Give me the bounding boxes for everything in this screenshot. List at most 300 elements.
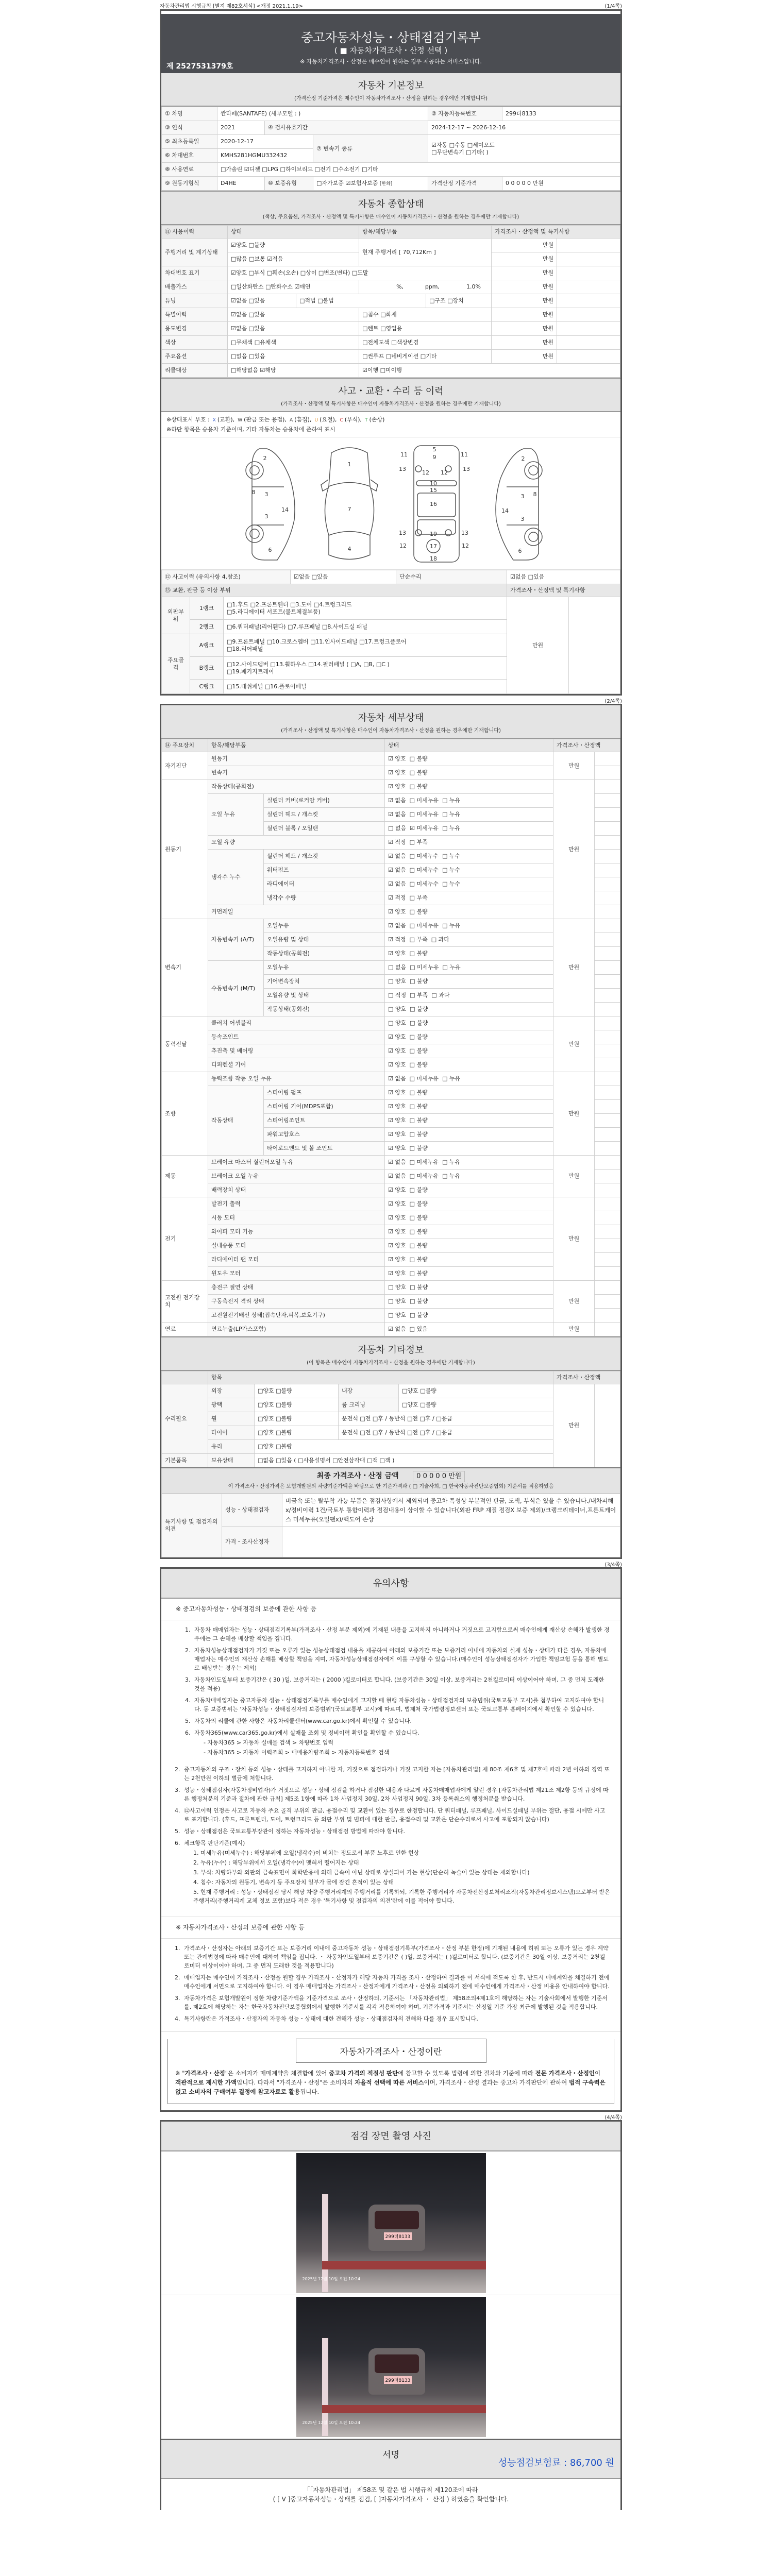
note-text: 자동차365(www.car365.go.kr)에서 실매물 조회 및 정비이력 확인을 확인할 수 있습니다. bbox=[194, 1730, 419, 1736]
note-item bbox=[185, 1696, 610, 1714]
part-number-label: 15 bbox=[430, 487, 437, 494]
note-subitem: - 자동차365 > 자동차 실매물 검색 > 차량번호 입력 bbox=[204, 1739, 334, 1746]
legend-prefix: ※상태표시 부호 : bbox=[166, 416, 210, 423]
item-name: 라디에이터 팬 모터 bbox=[208, 1253, 385, 1267]
note-cell bbox=[595, 1211, 620, 1225]
item-label: 룸 크리닝 bbox=[339, 1398, 399, 1412]
column-header bbox=[162, 1371, 208, 1384]
section-note: (가격산정 기준가격은 매수인이 자동차가격조사・산정을 원하는 경우에만 기재합니다) bbox=[294, 96, 488, 101]
form-reference: 자동차관리법 시행규칙 [별지 제82호서식] <개정 2021.1.19> bbox=[160, 4, 303, 9]
detail-row bbox=[162, 1267, 620, 1281]
state: ☑ 양호 □ 불량 bbox=[385, 1211, 553, 1225]
part-number-label: 10 bbox=[430, 480, 437, 487]
price-unit: 만원 bbox=[553, 1384, 595, 1468]
box-text-segment: 이 bbox=[594, 2070, 601, 2077]
page-1-2 bbox=[160, 9, 622, 696]
part-number-label: 12 bbox=[462, 543, 469, 549]
symbol-code: T bbox=[365, 418, 368, 423]
item: □침수 □화재 bbox=[359, 308, 492, 322]
accident-table bbox=[161, 570, 620, 694]
symbol-code: W bbox=[238, 418, 243, 423]
wheel-hub bbox=[250, 466, 259, 475]
part-number-label: 1 bbox=[347, 461, 351, 468]
part-number-label: 7 bbox=[347, 506, 351, 513]
state: □구조 □장치 bbox=[426, 294, 492, 308]
detail-row bbox=[162, 1239, 620, 1253]
box-title: 자동차가격조사・산정이란 bbox=[296, 2039, 486, 2063]
note-text: 자동차의 리콜에 관한 사항은 자동차리콜센터(www.car.go.kr)에서 확인할 수 있습니다. bbox=[194, 1718, 412, 1724]
rank-row bbox=[162, 597, 620, 620]
part-number-label: 8 bbox=[533, 491, 537, 498]
note-cell bbox=[595, 989, 620, 1003]
confirmation-statement bbox=[161, 2479, 620, 2510]
state: □무채색 □유채색 bbox=[228, 336, 359, 350]
part-number-label: 3 bbox=[520, 493, 525, 500]
state: □양호 □불량 bbox=[399, 1398, 553, 1412]
note-cell bbox=[595, 1058, 620, 1072]
row-label: 특기사항 및 점검자의 의견 bbox=[162, 1494, 222, 1557]
note-subitem: 3. 부식: 차량하부와 외판의 금속표면이 화학반응에 의해 금속이 아닌 상태로 상실되어 가는 현상(단순히 녹슬어 있는 상태는 제외합니다) bbox=[193, 1869, 530, 1876]
row-label: 용도변경 bbox=[162, 322, 228, 336]
item-name: 발전기 출력 bbox=[208, 1197, 385, 1211]
state: ☑ 양호 □ 불량 bbox=[385, 1267, 553, 1281]
symbol-desc: (교환), bbox=[217, 416, 235, 423]
emphasis-text: 객관적으로 제시한 가액 bbox=[175, 2079, 237, 2086]
detail-row bbox=[162, 794, 620, 808]
note-number: 2. bbox=[175, 1974, 180, 1981]
state: ☑ 없음 □ 미세누유 □ 누유 bbox=[385, 794, 553, 808]
item-name: 냉각수 누수 bbox=[208, 850, 264, 905]
parts-line: □18.리어패널 bbox=[227, 645, 263, 652]
note-cell bbox=[595, 1225, 620, 1239]
label: ③ 연식 bbox=[162, 121, 217, 135]
part-number-label: 2 bbox=[263, 455, 267, 462]
item-label: 유리 bbox=[208, 1440, 255, 1454]
device-group: 자기진단 bbox=[162, 752, 208, 780]
box-text-segment: 됩니다. bbox=[300, 2088, 320, 2095]
note-text: ⑫사고이력 인정은 사고로 자동차 주요 골격 부위의 판금, 용접수리 및 교환이 있는 경우로 한정합니다. 단 쿼터패널, 루프패널, 사이드실패널 부위는 절단, 용접 시에만 사고로 표기합니다. (후드, 프론트펜더, 도어, 트렁크리드 등 외판 부위 및 범퍼에 대한 판금, 용접수리 및 교환은 단순수리로서 사고에 포함되지 않습니다) bbox=[184, 1807, 606, 1823]
vin: KMHS281HGMU332432 bbox=[217, 149, 313, 163]
row-label: 단순수리 bbox=[396, 570, 507, 584]
note-cell bbox=[557, 336, 620, 350]
note-cell bbox=[595, 1114, 620, 1128]
part-name: 스티어링조인트 bbox=[264, 1114, 385, 1128]
emphasis-text: 전문 가격조사・산정인 bbox=[535, 2070, 595, 2077]
parts-line: □9.프론트패널 □10.크로스멤버 □11.인사이드패널 □17.트렁크플로어 bbox=[227, 638, 407, 645]
item-label: 타이어 bbox=[208, 1426, 255, 1440]
section-note: (가격조사・산정액 및 특기사항은 매수인이 자동차가격조사・산정을 원하는 경우에만 기재합니다) bbox=[281, 728, 501, 734]
state: ☑ 양호 □ 불량 bbox=[385, 1239, 553, 1253]
box-text bbox=[175, 2069, 607, 2096]
inspection-photo-row bbox=[161, 2295, 620, 2439]
appraiser-opinion bbox=[282, 1527, 620, 1557]
note-text: 성능・상태점검자(자동차정비업자)가 거짓으로 성능・상태 점검을 하거나 점검한 내용과 다르게 자동차매매업자에게 알린 경우 [자동차관리법 제21조 제2항 등의 규정에 따른 행정처분의 기준과 절차에 관한 규칙] 제5조 1항에 따라 1차 사업정지 30일, 2차 사업정지 90일, 3차 등록취소의 행정처분을 받습니다. bbox=[184, 1787, 609, 1802]
detail-row bbox=[162, 850, 620, 863]
note-number: 1. bbox=[175, 1945, 180, 1952]
state: □양호 □불량 bbox=[255, 1398, 339, 1412]
part-number-label: 13 bbox=[463, 466, 470, 472]
wheel-house-shape bbox=[415, 530, 422, 536]
symbol-desc: (판금 또는 용접), bbox=[244, 416, 287, 423]
state: ☑ 적정 □ 부족 □ 과다 bbox=[385, 933, 553, 947]
note-cell bbox=[595, 933, 620, 947]
state: ☑ 양호 □ 불량 bbox=[385, 1030, 553, 1044]
model-year: 2021 bbox=[217, 121, 265, 135]
symbol-code: U bbox=[314, 418, 318, 423]
item-label: 가격・조사산정자 bbox=[222, 1527, 282, 1557]
price-unit: 만원 bbox=[492, 336, 557, 350]
state: ☑ 없음 □ 미세누수 □ 누수 bbox=[385, 877, 553, 891]
price-unit: 만원 bbox=[492, 350, 557, 364]
photo-license-plate: 299더8133 bbox=[384, 2232, 412, 2240]
part-name: 스티어링 기어(MDPS포함) bbox=[264, 1100, 385, 1114]
parts-line: □6.쿼터패널(리어휀다) □7.루프패널 □8.사이드실 패널 bbox=[227, 623, 368, 630]
note-cell bbox=[595, 961, 620, 975]
photo-page bbox=[160, 2120, 622, 2510]
column-header: ⑪ 사용이력 bbox=[162, 226, 228, 239]
page-3 bbox=[160, 704, 622, 1559]
detail-status-table bbox=[161, 739, 620, 1336]
note-cell bbox=[595, 1197, 620, 1211]
detail-row bbox=[162, 752, 620, 766]
note-cell bbox=[595, 1309, 620, 1323]
state: □ 없음 □ 미세누유 □ 누유 bbox=[385, 961, 553, 975]
state: ☑ 양호 □ 불량 bbox=[385, 1058, 553, 1072]
state: ☑양호 □부식 □훼손(오손) □상이 □변조(변타) □도말 bbox=[228, 266, 492, 280]
note-number: 4. bbox=[175, 1807, 180, 1814]
note-cell bbox=[557, 266, 620, 280]
part-number-label: 12 bbox=[441, 469, 448, 476]
section-header-detail bbox=[161, 705, 620, 739]
box-text-segment: 입니다. 따라서 "가격조사・산정"은 소비자의 bbox=[237, 2079, 355, 2086]
state: □ 양호 □ 불량 bbox=[385, 1295, 553, 1309]
symbol-desc: (요철), bbox=[320, 416, 337, 423]
item-name: 클러치 어셈블리 bbox=[208, 1016, 385, 1030]
price-unit: 만원 bbox=[553, 1197, 595, 1281]
state: ☑없음 □있음 bbox=[228, 308, 359, 322]
rank-label: A랭크 bbox=[190, 634, 224, 657]
note-body bbox=[194, 1625, 610, 1643]
state: ☑ 없음 □ 미세누유 □ 누유 bbox=[385, 919, 553, 933]
note-body bbox=[194, 1675, 610, 1693]
detail-row bbox=[162, 1044, 620, 1058]
note-item bbox=[175, 1944, 610, 1970]
note-body bbox=[184, 1806, 610, 1824]
note-cell bbox=[595, 975, 620, 989]
detail-row bbox=[162, 1058, 620, 1072]
part-number-label: 6 bbox=[518, 548, 522, 554]
state: ☑ 양호 □ 불량 bbox=[385, 905, 553, 919]
device-group: 동력전달 bbox=[162, 1016, 208, 1072]
note-subitem: 2. 누유(누수) : 해당부위에서 오일(냉각수)이 맺혀서 떨어지는 상태 bbox=[193, 1859, 359, 1866]
part-number-label: 11 bbox=[461, 451, 468, 458]
part-number-label: 3 bbox=[264, 513, 268, 520]
rank-parts bbox=[224, 657, 507, 680]
item-name: 시동 모터 bbox=[208, 1211, 385, 1225]
part-name: 오일유량 및 상태 bbox=[264, 989, 385, 1003]
emphasis-text: 법적 구속력은 없고 소비자의 구매여부 결정에 참고자료로 활용 bbox=[175, 2079, 606, 2095]
state: □양호 □불량 bbox=[255, 1412, 339, 1426]
column-header: ⑬ 교환, 판금 등 이상 부위 bbox=[162, 584, 507, 597]
detail-row bbox=[162, 1170, 620, 1183]
row-label: 특별이력 bbox=[162, 308, 228, 322]
column-header: 가격조사・산정액 및 특기사항 bbox=[492, 226, 620, 239]
state: □ 양호 □ 불량 bbox=[385, 1003, 553, 1016]
inspection-record bbox=[160, 0, 622, 2510]
symbol-desc: (손상) bbox=[369, 416, 385, 423]
form-reference-line bbox=[160, 0, 622, 9]
column-header: 가격조사・산정액 bbox=[553, 1371, 620, 1384]
column-header: ⑭ 주요장치 bbox=[162, 739, 208, 752]
item-label: 내장 bbox=[339, 1384, 399, 1398]
part-number-label: 12 bbox=[422, 469, 429, 476]
first-registration: 2020-12-17 bbox=[217, 135, 313, 149]
note-number: 1. bbox=[185, 1626, 191, 1633]
price-unit: 만원 bbox=[553, 1016, 595, 1072]
part-name: 워터펌프 bbox=[264, 863, 385, 877]
note-body bbox=[184, 1994, 610, 2011]
engine-type: D4HE bbox=[217, 177, 265, 191]
price-unit: 만원 bbox=[553, 919, 595, 1016]
wheel-shape bbox=[246, 462, 263, 479]
section-note: (가격조사・산정액 및 특기사항은 매수인이 자동차가격조사・산정을 원하는 경우에만 기재합니다) bbox=[281, 401, 501, 407]
inspection-photo bbox=[296, 2297, 486, 2437]
document-title: 중고자동차성능・상태점검기록부 bbox=[301, 30, 481, 45]
price-unit: 만원 bbox=[553, 780, 595, 919]
label: 가격산정 기준가격 bbox=[428, 177, 502, 191]
state: □ 양호 □ 불량 bbox=[385, 975, 553, 989]
note-item bbox=[175, 1827, 610, 1836]
note-cell bbox=[595, 1281, 620, 1295]
detail-row bbox=[162, 905, 620, 919]
item-name: 배력장치 상태 bbox=[208, 1183, 385, 1197]
penalty-list bbox=[175, 1765, 610, 1906]
state: ☑ 양호 □ 불량 bbox=[385, 1086, 553, 1100]
item: □렌트 □영업용 bbox=[359, 322, 492, 336]
label: ⑩ 보증유형 bbox=[265, 177, 313, 191]
parts-line: □15.대쉬패널 □16.플로어패널 bbox=[227, 683, 307, 690]
state: ☑ 양호 □ 불량 bbox=[385, 1142, 553, 1156]
device-group: 원동기 bbox=[162, 780, 208, 919]
photo-timestamp: 2025년 12월 10일 오전 10:24 bbox=[302, 2420, 361, 2425]
item-name: 실내송풍 모터 bbox=[208, 1239, 385, 1253]
box-text-segment: 이며, 가격조사・산정 결과는 중고차 가격판단에 관하여 bbox=[424, 2079, 569, 2086]
page-number: (1/4쪽) bbox=[604, 4, 622, 9]
accident-history: ☑없음 □있음 bbox=[291, 570, 396, 584]
note-number: 5. bbox=[185, 1718, 191, 1724]
detail-row bbox=[162, 1086, 620, 1100]
note-number: 2. bbox=[175, 1766, 180, 1773]
note-number: 4. bbox=[175, 2015, 180, 2022]
note-cell bbox=[595, 808, 620, 822]
part-number-label: 14 bbox=[501, 507, 509, 514]
item-label: 외장 bbox=[208, 1384, 255, 1398]
part-name: 오일누유 bbox=[264, 919, 385, 933]
part-name: 타이로드엔드 및 볼 조인트 bbox=[264, 1142, 385, 1156]
note-number: 4. bbox=[185, 1697, 191, 1704]
note-cell bbox=[595, 780, 620, 794]
detail-row bbox=[162, 1323, 620, 1336]
symbol-desc: (흠집), bbox=[294, 416, 312, 423]
column-header: 항목/해당부품 bbox=[208, 739, 385, 752]
note-text: 성능・상태점검은 국토교통부장관이 정하는 자동차성능・상태점검 방법에 따라야 합니다. bbox=[184, 1828, 406, 1835]
state: ☑ 적정 □ 부족 bbox=[385, 836, 553, 850]
note-cell bbox=[595, 863, 620, 877]
state: ☑ 양호 □ 불량 bbox=[385, 1114, 553, 1128]
note-cell bbox=[595, 1239, 620, 1253]
item-name: 디퍼렌셜 기어 bbox=[208, 1058, 385, 1072]
note-cell bbox=[557, 322, 620, 336]
label: ⑤ 최초등록일 bbox=[162, 135, 217, 149]
appraisal-explain-box bbox=[167, 2039, 614, 2104]
note-cell bbox=[595, 1086, 620, 1100]
transmission-options: □무단변속기 □기타( ) bbox=[431, 148, 489, 156]
box-text-segment: 에 참고할 수 있도록 법령에 의한 절차와 기준에 따라 bbox=[398, 2070, 535, 2077]
device-group: 고전원 전기장치 bbox=[162, 1281, 208, 1323]
statement-line: ( [ V ]중고자동차성능・상태를 점검, [ ]자동차가격조사 ・ 산정 ) 하였음을 확인합니다. bbox=[273, 2496, 509, 2503]
note-text: 가격조사・산정자는 아래의 보증기간 또는 보증거리 이내에 중고자동차 성능・상태점검기록부(가격조사・산정 부분 한정)에 기재된 내용에 허위 또는 오류가 있는 경우 계약 또는 관계법령에 따라 매수인에 대하여 책임을 집니다. ・ 자동차인도일부터 보증기간은 ( )일, 보증거리는 ( )킬로미터로 합니다. (보증기간은 30일 이상, 보증거리는 2천킬로미터 이상이어야 하며, 그 중 먼저 도래한 것을 적용합니다) bbox=[184, 1945, 609, 1969]
state: ☑ 없음 □ 미세누유 □ 누유 bbox=[385, 808, 553, 822]
wheel-hub bbox=[250, 529, 259, 538]
note-item bbox=[185, 1675, 610, 1693]
note-cell bbox=[557, 308, 620, 322]
note-number: 6. bbox=[175, 1840, 180, 1846]
label: ① 차명 bbox=[162, 107, 217, 121]
car-diagram bbox=[161, 437, 620, 570]
section-header-photos bbox=[161, 2122, 620, 2151]
state: □ 양호 □ 불량 bbox=[385, 1309, 553, 1323]
wheel-shape bbox=[525, 528, 542, 546]
warranty-list bbox=[175, 1625, 610, 1758]
page-4 bbox=[160, 1567, 622, 2112]
detail-row bbox=[162, 1030, 620, 1044]
part-number-label: 3 bbox=[520, 516, 525, 522]
signature-section bbox=[161, 2439, 620, 2479]
note-text: 자동차 매매업자는 성능・상태점검기록부(가격조사・산정 부분 제외)에 기재된 내용을 고지하지 아니하거나 거짓으로 고지함으로써 매수인에게 재산상 손해가 발생한 경우에는 그 손해를 배상할 책임을 집니다. bbox=[194, 1626, 610, 1642]
simple-repair: ☑없음 □있음 bbox=[507, 570, 620, 584]
part-number-label: 12 bbox=[399, 543, 407, 549]
item-name: 작동상태 bbox=[208, 1086, 264, 1156]
label: ④ 검사유효기간 bbox=[265, 121, 428, 135]
photo-lift-beam bbox=[322, 2405, 486, 2413]
page-number: (3/4쪽) bbox=[604, 1562, 622, 1568]
item-name: 오일 유량 bbox=[208, 836, 385, 850]
item-name: 연료누출(LP가스포함) bbox=[208, 1323, 385, 1336]
price-unit: 만원 bbox=[553, 752, 595, 780]
car-left-side-outline bbox=[252, 449, 295, 560]
wheel-hub bbox=[529, 532, 538, 541]
section-title: 사고・교환・수리 등 이력 bbox=[338, 386, 444, 397]
row-label: 주행거리 및 계기상태 bbox=[162, 239, 228, 266]
note-cell bbox=[557, 350, 620, 364]
detail-row bbox=[162, 780, 620, 794]
section-title: 자동차 세부상태 bbox=[358, 713, 424, 723]
symbol-legend bbox=[161, 412, 620, 437]
label: ⑦ 변속기 종류 bbox=[313, 135, 428, 163]
item-name: 등속조인트 bbox=[208, 1030, 385, 1044]
note-cell bbox=[595, 1044, 620, 1058]
car-right-side-outline bbox=[496, 449, 539, 560]
state: ☑ 없음 □ 미세누유 □ 누유 bbox=[385, 1156, 553, 1170]
state: □해당없음 ☑해당 bbox=[228, 364, 359, 378]
note-number: 2. bbox=[185, 1647, 191, 1654]
state: □일산화탄소 □탄화수소 ☑매연 bbox=[228, 280, 359, 294]
note-item bbox=[185, 1646, 610, 1672]
photo-car bbox=[368, 2205, 425, 2251]
final-price-note: 이 가격조사・산정가격은 보험개발원의 차량기준가액을 바탕으로 한 기준가격과 ( □ 기술사회, □ 한국자동차진단보증협회) 기준서를 적용하였음 bbox=[228, 1484, 554, 1490]
item-name: 충전구 절연 상태 bbox=[208, 1281, 385, 1295]
note-cell bbox=[595, 1170, 620, 1183]
item: ☑이행 □미이행 bbox=[359, 364, 620, 378]
note-body bbox=[184, 1944, 610, 1970]
wheel-shape bbox=[246, 525, 263, 543]
note-text: 자동차성능상태점검자가 거짓 또는 오류가 있는 성능상태점검 내용을 제공하여 아래의 보증기간 또는 보증거리 이내에 자동차의 실제 성능・상태가 다른 경우, 자동차매매업자는 매수인의 재산상 손해를 배상할 책임을 지며, 자동차성능상태점검자에게 이를 구상할 수 있습니다.(매수인이 성능상태점검자가 가입한 책임보험 등을 통해 별도로 배상받는 경우는 제외) bbox=[194, 1647, 609, 1671]
price-unit: 만원 bbox=[492, 322, 557, 336]
item: □썬루프 □네비게이션 □기타 bbox=[359, 350, 492, 364]
insurance-fee: 성능점검보험료 : 86,700 원 bbox=[498, 2458, 614, 2468]
note-cell bbox=[595, 1183, 620, 1197]
photo-grille bbox=[375, 2354, 419, 2373]
part-name: 냉각수 수량 bbox=[264, 891, 385, 905]
section-title: 자동차 기본정보 bbox=[358, 80, 424, 91]
note-text: 특기사항란은 가격조사・산정자의 자동차 성능・상태에 대한 견해가 성능・상태점검자의 견해와 다를 경우 표시합니다. bbox=[184, 2015, 478, 2022]
section-title: 자동차 기타정보 bbox=[358, 1345, 424, 1355]
item-name: 변속기 bbox=[208, 766, 385, 780]
item-name: 작동상태(공회전) bbox=[208, 780, 385, 794]
inspector-opinion: 비금속 또는 탈부착 가능 부품은 점검사항에서 제외되며 중고차 특성상 부분적인 판금, 도색, 부식은 있을 수 있습니다./내차피해x/정비이력 1건/국토부 통합이력과 점검내용이 상이할 수 있습니다(외판 FRP 재질 점검X 보증 제외)/크랭크리테이너,프론트케이스 미세누유(오일팬x)/백도어 손상 bbox=[282, 1494, 620, 1527]
page-number: (2/4쪽) bbox=[604, 699, 622, 704]
final-price-value: 0 0 0 0 0 만원 bbox=[413, 1471, 465, 1482]
part-number-label: 6 bbox=[268, 547, 272, 553]
group-label: 외판부위 bbox=[162, 597, 190, 634]
price-unit: 만원 bbox=[492, 239, 557, 252]
notes-subtitle: ※ 자동차가격조사・산정의 보증에 관한 사항 등 bbox=[161, 1917, 620, 1939]
device-group: 변속기 bbox=[162, 919, 208, 1016]
note-body bbox=[194, 1696, 610, 1714]
note-subitem: 5. 현재 주행거리 : 성능・상태점검 당시 해당 차량 주행거리계의 주행거리를 기록하되, 기록한 주행거리가 자동차전산정보처리조직(자동차관리정보시스템)으로부터 받은 주행거리(주행거리계 교체 정보 포함)보다 적은 경우 '특기사항 및 점검자의 의견'란에 이를 적어야 합니다. bbox=[193, 1889, 610, 1904]
note-number: 5. bbox=[175, 1828, 180, 1835]
item-label: 광택 bbox=[208, 1398, 255, 1412]
detail-row bbox=[162, 1197, 620, 1211]
price-unit: 만원 bbox=[492, 280, 557, 294]
note-text: 자동차인도일부터 보증기간은 ( 30 )일, 보증거리는 ( 2000 )킬로미터로 합니다. (보증기간은 30일 이상, 보증거리는 2천킬로미터 이상이어야 하며, 그 중 먼저 도래한 것을 적용) bbox=[194, 1676, 604, 1692]
note-cell bbox=[595, 1267, 620, 1281]
price-unit: 만원 bbox=[492, 294, 557, 308]
detail-row bbox=[162, 919, 620, 933]
note-cell bbox=[595, 1323, 620, 1336]
label: ⑨ 원동기형식 bbox=[162, 177, 217, 191]
column-header: 항목 bbox=[208, 1371, 553, 1384]
note-number: 6. bbox=[185, 1730, 191, 1736]
note-subitem: 4. 침수: 자동차의 원동기, 변속기 등 주요장치 일부가 물에 잠긴 흔적이 있는 상태 bbox=[193, 1879, 394, 1886]
signature-title: 서명 bbox=[382, 2450, 399, 2460]
state: ☑ 양호 □ 불량 bbox=[385, 1225, 553, 1239]
gas-value: %, bbox=[396, 283, 404, 291]
wheel-house-shape bbox=[445, 530, 451, 536]
rank-label: B랭크 bbox=[190, 657, 224, 680]
emphasis-text: 가격조사・산정 bbox=[184, 2070, 225, 2077]
part-number-label: 17 bbox=[430, 543, 437, 550]
column-header: 상태 bbox=[385, 739, 553, 752]
price-unit: 만원 bbox=[553, 1156, 595, 1197]
note-cell bbox=[557, 252, 620, 266]
rank-parts bbox=[224, 597, 507, 620]
price-unit: 만원 bbox=[507, 597, 569, 694]
parts-line: □5.라디에이터 서포트(볼트체결부품) bbox=[227, 608, 321, 615]
parts-line: □12.사이드멤버 □13.휠하우스 □14.필러패널 ( □A, □B, □C ) bbox=[227, 660, 390, 668]
note-cell bbox=[595, 766, 620, 780]
transmission-type bbox=[428, 135, 620, 163]
